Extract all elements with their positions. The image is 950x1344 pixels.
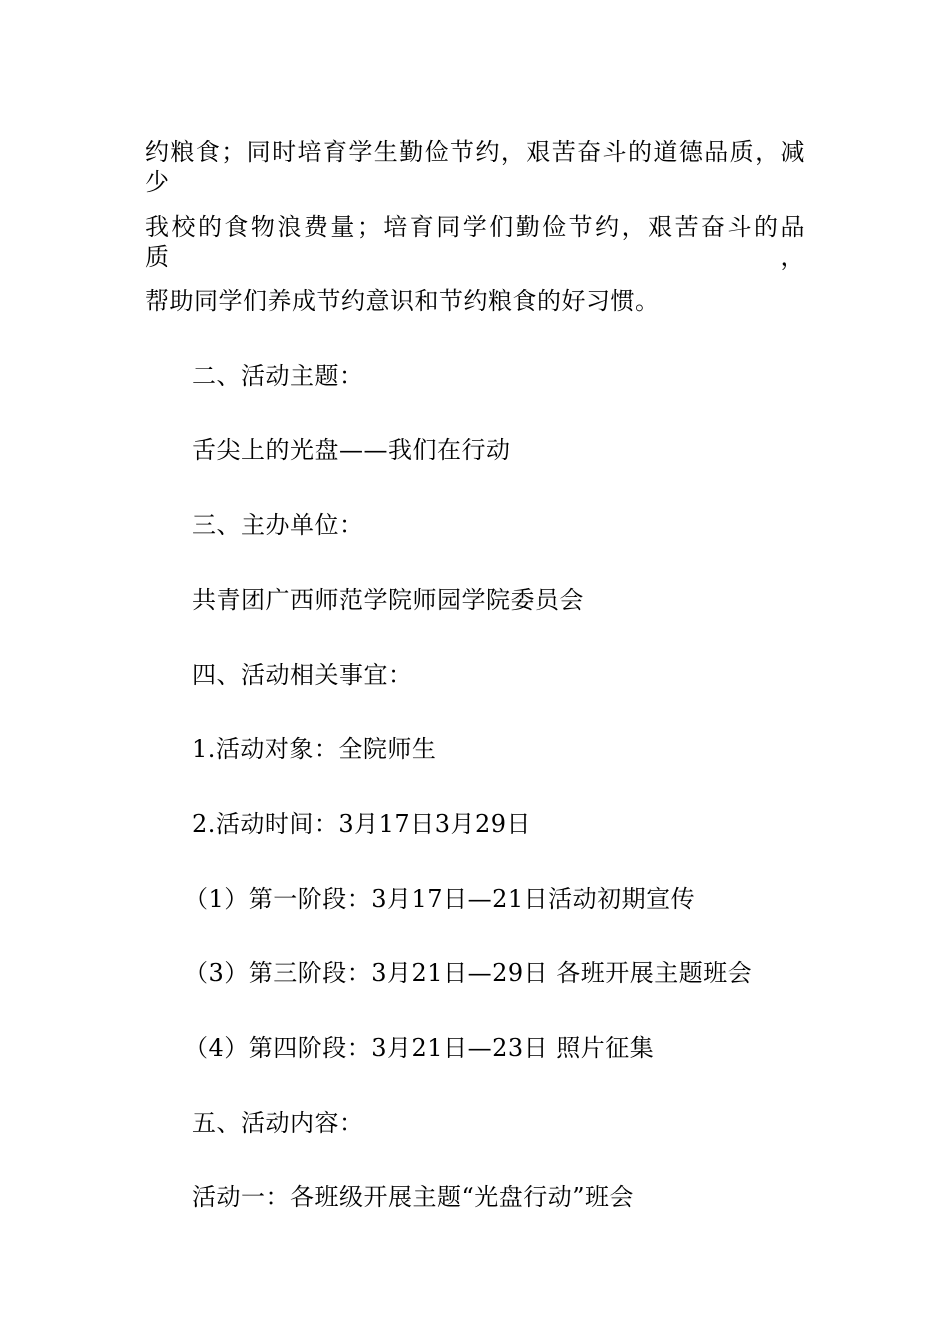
phase-1: （1）第一阶段：3月17日—21日活动初期宣传 (184, 885, 696, 913)
details-item-audience: 1.活动对象：全院师生 (192, 735, 437, 763)
phase-4: （4）第四阶段：3月21日—23日 照片征集 (184, 1034, 655, 1062)
section-organizer-heading: 三、主办单位： (192, 511, 364, 539)
intro-line-1: 约粮食；同时培育学生勤俭节约，艰苦奋斗的道德品质，减少 (145, 138, 805, 196)
section-organizer-content: 共青团广西师范学院师园学院委员会 (192, 586, 584, 614)
section-theme-content: 舌尖上的光盘——我们在行动 (192, 436, 511, 464)
activity-1: 活动一：各班级开展主题“光盘行动”班会 (192, 1183, 635, 1211)
section-content-heading: 五、活动内容： (192, 1109, 364, 1137)
intro-line-2: 我校的食物浪费量；培育同学们勤俭节约，艰苦奋斗的品质， (145, 213, 805, 271)
intro-line-3: 帮助同学们养成节约意识和节约粮食的好习惯。 (145, 287, 660, 315)
section-details-heading: 四、活动相关事宜： (192, 661, 413, 689)
phase-3: （3）第三阶段：3月21日—29日 各班开展主题班会 (184, 959, 753, 987)
details-item-time: 2.活动时间：3月17日3月29日 (192, 810, 532, 838)
section-theme-heading: 二、活动主题： (192, 362, 364, 390)
